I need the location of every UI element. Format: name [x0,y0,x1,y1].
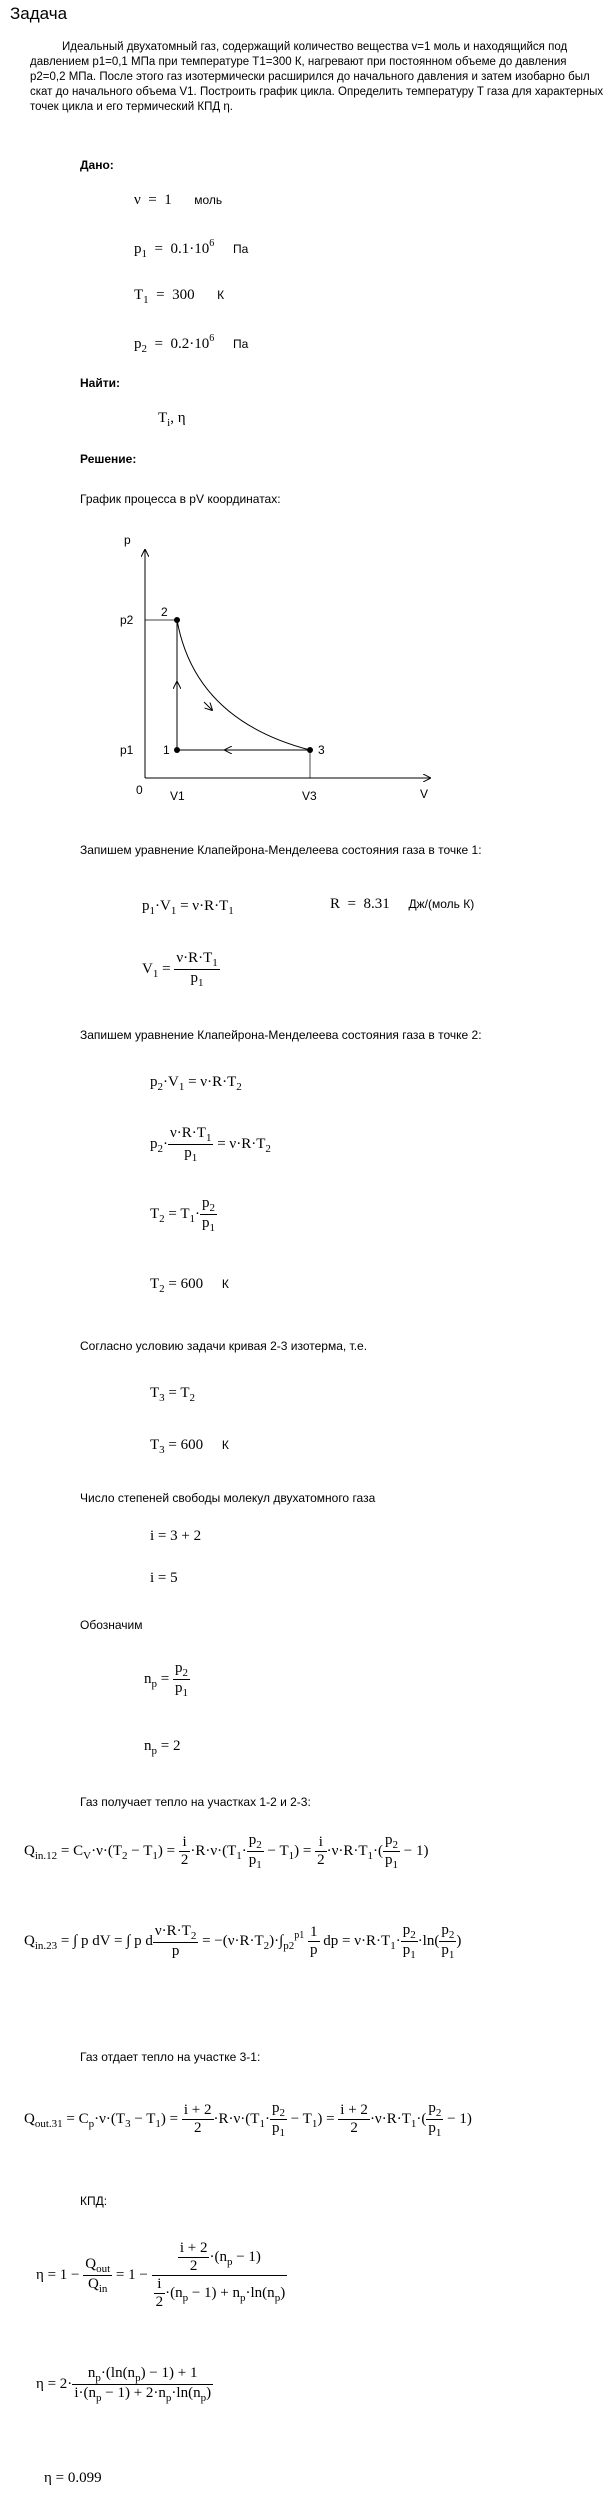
eq-T2: $T_2 = T_1\cdot$ $\frac{p_2}{p_1}$ [150,1195,216,1234]
axis-p-label: p [124,533,131,547]
given-T1: $T_1 = 300$ К [134,287,225,306]
point-2 [174,617,180,623]
given-p1: $p_1 = 0.1\cdot 10^6$ Па [134,238,249,260]
point-1-label: 1 [163,743,170,757]
solution-heading: Решение: [80,452,137,466]
eq-T3: $T_3 = T_2$ [150,1385,196,1404]
label-origin: 0 [136,783,143,797]
graph-caption: График процесса в pV координатах: [80,492,281,506]
eq-Q-in-23: $Q_{in.23}$ = ∫ p dV = ∫ p d $\frac{\nu\cdot R\cdot T_2}{p}$ = $-(\nu\cdot R\cdot T_2)\cdot\int_{p2}^{p1}$ $\frac{1}{p}$ dp = $\nu\cdot R\cdot T_1\cdot$ $\frac{p_2}{p_1}$ ·ln( $\frac{p_2}{p_1}$ ) [24,1922,462,1961]
axis-V-label: V [420,787,429,801]
label-p2: p2 [120,613,134,627]
find-expr: $T_i$, η [158,410,186,429]
given-p2: $p_2 = 0.2\cdot 10^6$ Па [134,333,249,355]
label-V1: V1 [170,789,185,803]
eq-T3-value: $T_3 = 600$ К [150,1437,229,1456]
eq-eta-value: η = 0.099 [44,2470,102,2486]
eq-state-1: $p_1\cdot V_1 = \nu\cdot R\cdot T_1$ [142,898,234,917]
label-V3: V3 [302,789,317,803]
text-clapeyron-2: Запишем уравнение Клапейрона-Менделеева состояния газа в точке 2: [80,1028,482,1042]
eq-i-sum: i = 3 + 2 [150,1528,202,1544]
point-2-label: 2 [161,605,168,619]
eq-eta-simplified: η = 2· $\frac{n_p\cdot(\ln(n_p) - 1) + 1}{i\cdot(n_p - 1) + 2\cdot n_p\cdot\ln(n_p)}$ [36,2365,212,2404]
point-1 [174,747,180,753]
eq-np-def: $n_p$ = $\frac{p_2}{p_1}$ [144,1660,188,1699]
problem-statement: Идеальный двухатомный газ, содержащий количество вещества v=1 моль и находящийся под давлением p1=0,1 МПа при температуре T1=300 К, нагревают при постоянном объеме до давления p2=0,2 МПа. После этого газ изотермически расширился до начального давления и затем изобарно был скат до начального объема V1. Построить график цикла. Определить температуру T газа для характерных точек цикла и его термический КПД η. [30,41,604,113]
text-dof: Число степеней свободы молекул двухатомного газа [80,1491,376,1505]
eq-i: i = 5 [150,1570,178,1586]
pv-diagram [0,520,460,810]
text-clapeyron-1: Запишем уравнение Клапейрона-Менделеева состояния газа в точке 1: [80,843,482,857]
eq-np-value: $n_p = 2$ [144,1738,181,1757]
isotherm-2-3 [177,620,310,750]
eq-Q-in-12: $Q_{in.12} = C_V\cdot\nu\cdot(T_2 - T_1)$ = $\frac{i}{2}$ $\cdot R\cdot\nu\cdot(T_1\cdot$ $\frac{p_2}{p_1}$ − $T_1$) = $\frac{i}{2}$ $\cdot\nu\cdot R\cdot T_1\cdot$( $\frac{p_2}{p_1}$ − 1) [24,1832,429,1871]
eq-eta-def: η = 1 − $\frac{Q_{out}}{Q_{in}}$ = 1 − $\frac{i + 2}{2}$ $\cdot(n_p - 1)$ $\frac{i}{2}$ $\cdot(n_p - 1) + n_p\cdot\ln(n_p)$ [36,2240,286,2310]
isotherm-arrow [204,702,212,710]
text-heat-in: Газ получает тепло на участках 1-2 и 2-3: [80,1795,311,1809]
text-isotherm: Согласно условию задачи кривая 2-3 изотерма, т.е. [80,1339,368,1353]
given-nu: ν = 1 моль [134,192,223,208]
eq-R: R = 8.31 Дж/(моль К) [330,896,475,912]
eq-state-2: $p_2\cdot V_1 = \nu\cdot R\cdot T_2$ [150,1074,242,1093]
page-title: Задача [10,4,68,23]
eq-Q-out-31: $Q_{out.31} = C_p\cdot\nu\cdot(T_3 - T_1)$ = $\frac{i + 2}{2}$ $\cdot R\cdot\nu\cdot(T_1\cdot$ $\frac{p_2}{p_1}$ − $T_1$) = $\frac{i + 2}{2}$ $\cdot\nu\cdot R\cdot T_1\cdot$( $\frac{p_2}{p_1}$ − 1) [24,2100,472,2139]
text-denote: Обозначим [80,1618,143,1632]
point-3-label: 3 [318,743,325,757]
given-heading: Дано: [80,158,114,172]
find-heading: Найти: [80,376,120,390]
label-p1: p1 [120,743,134,757]
eq-state-2-subst: $p_2\cdot$ $\frac{\nu\cdot R\cdot T_1}{p_1}$ = $\nu\cdot R\cdot T_2$ [150,1125,271,1164]
eq-T2-value: $T_2 = 600$ К [150,1276,229,1295]
point-3 [307,747,313,753]
eq-V1: $V_1$ = $\frac{\nu\cdot R\cdot T_1}{p_1}$ [142,950,218,989]
text-kpd: КПД: [80,2194,108,2208]
text-heat-out: Газ отдает тепло на участке 3-1: [80,2050,261,2064]
